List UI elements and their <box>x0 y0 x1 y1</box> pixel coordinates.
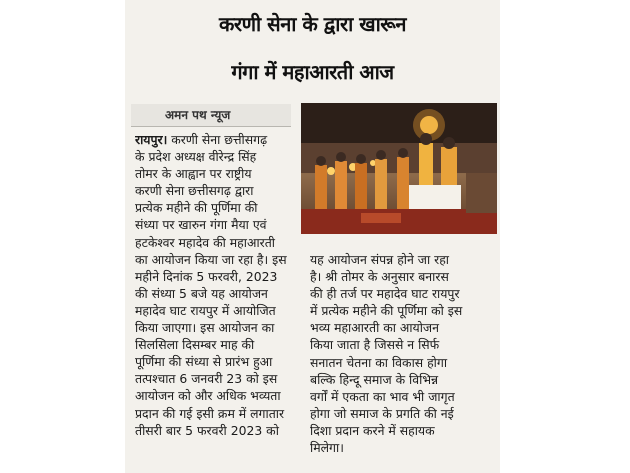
article-line: पूर्णिमा की संध्या से प्रारंभ हुआ <box>135 354 273 370</box>
article-line: करणी सेना छत्तीसगढ़ द्वारा <box>135 183 254 199</box>
article-line: तीसरी बार 5 फरवरी 2023 को <box>135 422 279 438</box>
article-line: में प्रत्येक महीने की पूर्णिमा को इस <box>310 303 463 319</box>
article-line: सनातन चेतना का विकास होगा <box>310 354 448 370</box>
article-column-right <box>310 251 490 456</box>
article-column-left <box>135 131 303 439</box>
dateline: रायपुर। <box>135 132 168 147</box>
article-line: किया जाएगा। इस आयोजन का <box>135 320 275 336</box>
article-line: यह आयोजन संपन्न होने जा रहा <box>310 252 449 267</box>
newspaper-clipping <box>125 0 500 473</box>
article-line: दिशा प्रदान करने में सहायक <box>310 422 435 438</box>
byline-box <box>131 104 291 127</box>
article-line: आयोजन को और अधिक भव्यता <box>135 388 281 404</box>
aarti-ceremony-photo <box>301 103 497 234</box>
article-line: संध्या पर खारुन गंगा मैया एवं <box>135 217 267 233</box>
article-line: प्रत्येक महीने की पूर्णिमा की <box>135 200 258 216</box>
article-line: महीने दिनांक 5 फरवरी, 2023 <box>135 268 278 284</box>
article-line <box>135 131 303 148</box>
article-line: भव्य महाआरती का आयोजन <box>310 320 440 336</box>
article-line: होगा जो समाज के प्रगति की नई <box>310 405 454 421</box>
byline: अमन पथ न्यूज <box>165 108 231 122</box>
article-line: मिलेगा। <box>310 440 344 456</box>
article-line: की ही तर्ज पर महादेव घाट रायपुर <box>310 286 460 302</box>
article-line: हटकेश्वर महादेव की महाआरती <box>135 234 275 250</box>
photo-illustration <box>301 103 497 234</box>
article-line: तत्पश्चात 6 जनवरी 23 को इस <box>135 371 278 387</box>
article-line: सिलसिला दिसम्बर माह की <box>135 337 255 353</box>
article-line: की संध्या 5 बजे यह आयोजन <box>135 285 268 301</box>
article-line: बल्कि हिन्दू समाज के विभिन्न <box>310 371 439 387</box>
headline-line-2: गंगा में महाआरती आज <box>231 60 394 84</box>
article-line: है। श्री तोमर के अनुसार बनारस <box>310 269 449 285</box>
article-line: वर्गों में एकता का भाव भी जागृत <box>310 388 455 404</box>
headline-line-1: करणी सेना के द्वारा खारून <box>219 12 406 36</box>
article-line: के प्रदेश अध्यक्ष वीरेन्द्र सिंह <box>135 149 257 165</box>
article-line: किया जाता है जिससे न सिर्फ <box>310 337 440 353</box>
article-line: तोमर के आह्वान पर राष्ट्रीय <box>135 166 252 182</box>
article-line: प्रदान की गई इसी क्रम में लगातार <box>135 405 285 421</box>
article-line: का आयोजन किया जा रहा है। इस <box>135 251 287 267</box>
article-line-text: करणी सेना छत्तीसगढ़ <box>167 132 268 147</box>
article-line: महादेव घाट रायपुर में आयोजित <box>135 302 276 318</box>
